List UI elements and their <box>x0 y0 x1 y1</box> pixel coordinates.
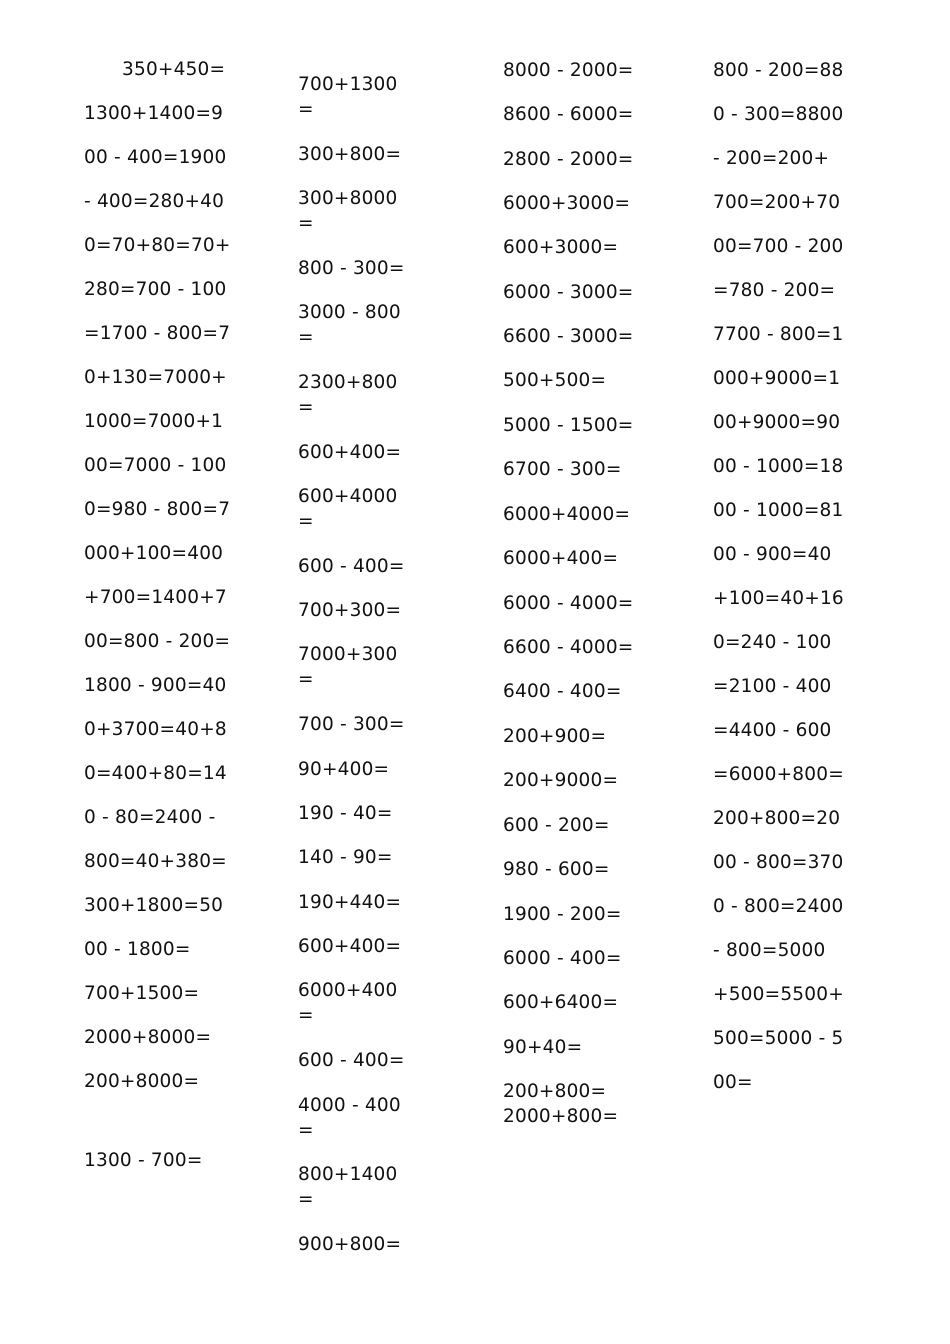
equation-line: - 200=200+ <box>713 148 830 169</box>
equation-line: 600+6400= <box>503 992 619 1013</box>
equation-line: 8600 - 6000= <box>503 104 634 125</box>
equation-line: = <box>298 213 314 234</box>
equation-line: 800=40+380= <box>84 851 227 872</box>
equation-line: 7700 - 800=1 <box>713 324 844 345</box>
equation-line: 280=700 - 100 <box>84 279 227 300</box>
equation-line: 00= <box>713 1072 753 1093</box>
equation-line: 200+900= <box>503 726 607 747</box>
equation-line: = <box>298 669 314 690</box>
equation-line: 600 - 200= <box>503 815 610 836</box>
equation-line: =780 - 200= <box>713 280 836 301</box>
equation-line: 350+450= <box>122 59 226 80</box>
equation-line: 6600 - 4000= <box>503 637 634 658</box>
equation-line: 600+3000= <box>503 237 619 258</box>
equation-line: 6000 - 3000= <box>503 282 634 303</box>
equation-line: 6000 - 4000= <box>503 593 634 614</box>
equation-line: 200+8000= <box>84 1071 200 1092</box>
equation-line: +500=5500+ <box>713 984 844 1005</box>
equation-line: 700=200+70 <box>713 192 841 213</box>
equation-line: 90+400= <box>298 759 390 780</box>
equation-line: 900+800= <box>298 1234 402 1255</box>
equation-line: 600 - 400= <box>298 1050 405 1071</box>
equation-line: 700+300= <box>298 600 402 621</box>
equation-line: 200+800= <box>503 1081 607 1102</box>
equation-line: 700+1300 <box>298 74 398 95</box>
equation-line: =1700 - 800=7 <box>84 323 231 344</box>
equation-line: 600 - 400= <box>298 556 405 577</box>
equation-line: 6000+400= <box>503 548 619 569</box>
equation-line: +100=40+16 <box>713 588 844 609</box>
equation-line: 600+400= <box>298 936 402 957</box>
equation-line: 3000 - 800 <box>298 302 401 323</box>
equation-line: - 400=280+40 <box>84 191 225 212</box>
equation-line: 1800 - 900=40 <box>84 675 227 696</box>
equation-line: 0+130=7000+ <box>84 367 227 388</box>
equation-line: 1300 - 700= <box>84 1150 203 1171</box>
equation-line: 8000 - 2000= <box>503 60 634 81</box>
equation-line: 1000=7000+1 <box>84 411 224 432</box>
equation-line: 500+500= <box>503 370 607 391</box>
equation-line: 6600 - 3000= <box>503 326 634 347</box>
equation-line: 2300+800 <box>298 372 398 393</box>
equation-line: 6400 - 400= <box>503 681 622 702</box>
equation-line: 00 - 1000=81 <box>713 500 844 521</box>
equation-line: 00 - 1000=18 <box>713 456 844 477</box>
equation-line: = <box>298 1120 314 1141</box>
equation-line: = <box>298 1189 314 1210</box>
equation-line: 190+440= <box>298 892 402 913</box>
equation-line: 1900 - 200= <box>503 904 622 925</box>
equation-line: 0=400+80=14 <box>84 763 227 784</box>
equation-line: 500=5000 - 5 <box>713 1028 844 1049</box>
equation-line: 300+1800=50 <box>84 895 224 916</box>
equation-line: 0 - 300=8800 <box>713 104 844 125</box>
equation-line: 00 - 1800= <box>84 939 191 960</box>
equation-line: = <box>298 327 314 348</box>
equation-line: 00 - 800=370 <box>713 852 844 873</box>
equation-line: 2800 - 2000= <box>503 149 634 170</box>
equation-line: 1300+1400=9 <box>84 103 224 124</box>
equation-line: 980 - 600= <box>503 859 610 880</box>
equation-line: 00=800 - 200= <box>84 631 231 652</box>
equation-line: =4400 - 600 <box>713 720 832 741</box>
equation-line: 0=240 - 100 <box>713 632 832 653</box>
equation-line: 4000 - 400 <box>298 1095 401 1116</box>
equation-line: 600+400= <box>298 442 402 463</box>
equation-line: 700 - 300= <box>298 714 405 735</box>
equation-line: 6000+4000= <box>503 504 631 525</box>
equation-line: 00=700 - 200 <box>713 236 844 257</box>
equation-line: 00=7000 - 100 <box>84 455 227 476</box>
equation-line: 000+9000=1 <box>713 368 841 389</box>
equation-line: 800 - 300= <box>298 258 405 279</box>
equation-line: 0=980 - 800=7 <box>84 499 231 520</box>
equation-line: 90+40= <box>503 1037 583 1058</box>
equation-line: = <box>298 397 314 418</box>
equation-line: 0+3700=40+8 <box>84 719 227 740</box>
equation-line: 190 - 40= <box>298 803 393 824</box>
equation-line: =2100 - 400 <box>713 676 832 697</box>
equation-line: 5000 - 1500= <box>503 415 634 436</box>
equation-line: 00+9000=90 <box>713 412 841 433</box>
equation-line: = <box>298 1005 314 1026</box>
equation-line: 6000+400 <box>298 980 398 1001</box>
equation-line: 0 - 80=2400 - <box>84 807 216 828</box>
equation-line: 7000+300 <box>298 644 398 665</box>
equation-line: =6000+800= <box>713 764 844 785</box>
equation-line: +700=1400+7 <box>84 587 227 608</box>
equation-line: 0 - 800=2400 <box>713 896 844 917</box>
equation-line: 300+8000 <box>298 188 398 209</box>
equation-line: 200+800=20 <box>713 808 841 829</box>
equation-line: = <box>298 99 314 120</box>
equation-line: 2000+800= <box>503 1106 619 1127</box>
equation-line: 800+1400 <box>298 1164 398 1185</box>
equation-line: 00 - 400=1900 <box>84 147 227 168</box>
equation-line: 600+4000 <box>298 486 398 507</box>
equation-line: 0=70+80=70+ <box>84 235 231 256</box>
equation-line: = <box>298 511 314 532</box>
equation-line: 6700 - 300= <box>503 459 622 480</box>
equation-line: 6000+3000= <box>503 193 631 214</box>
equation-line: 2000+8000= <box>84 1027 212 1048</box>
equation-line: 700+1500= <box>84 983 200 1004</box>
equation-line: 000+100=400 <box>84 543 224 564</box>
equation-line: 300+800= <box>298 144 402 165</box>
equation-line: - 800=5000 <box>713 940 826 961</box>
equation-line: 800 - 200=88 <box>713 60 844 81</box>
equation-line: 140 - 90= <box>298 847 393 868</box>
equation-line: 00 - 900=40 <box>713 544 832 565</box>
equation-line: 6000 - 400= <box>503 948 622 969</box>
equation-line: 200+9000= <box>503 770 619 791</box>
